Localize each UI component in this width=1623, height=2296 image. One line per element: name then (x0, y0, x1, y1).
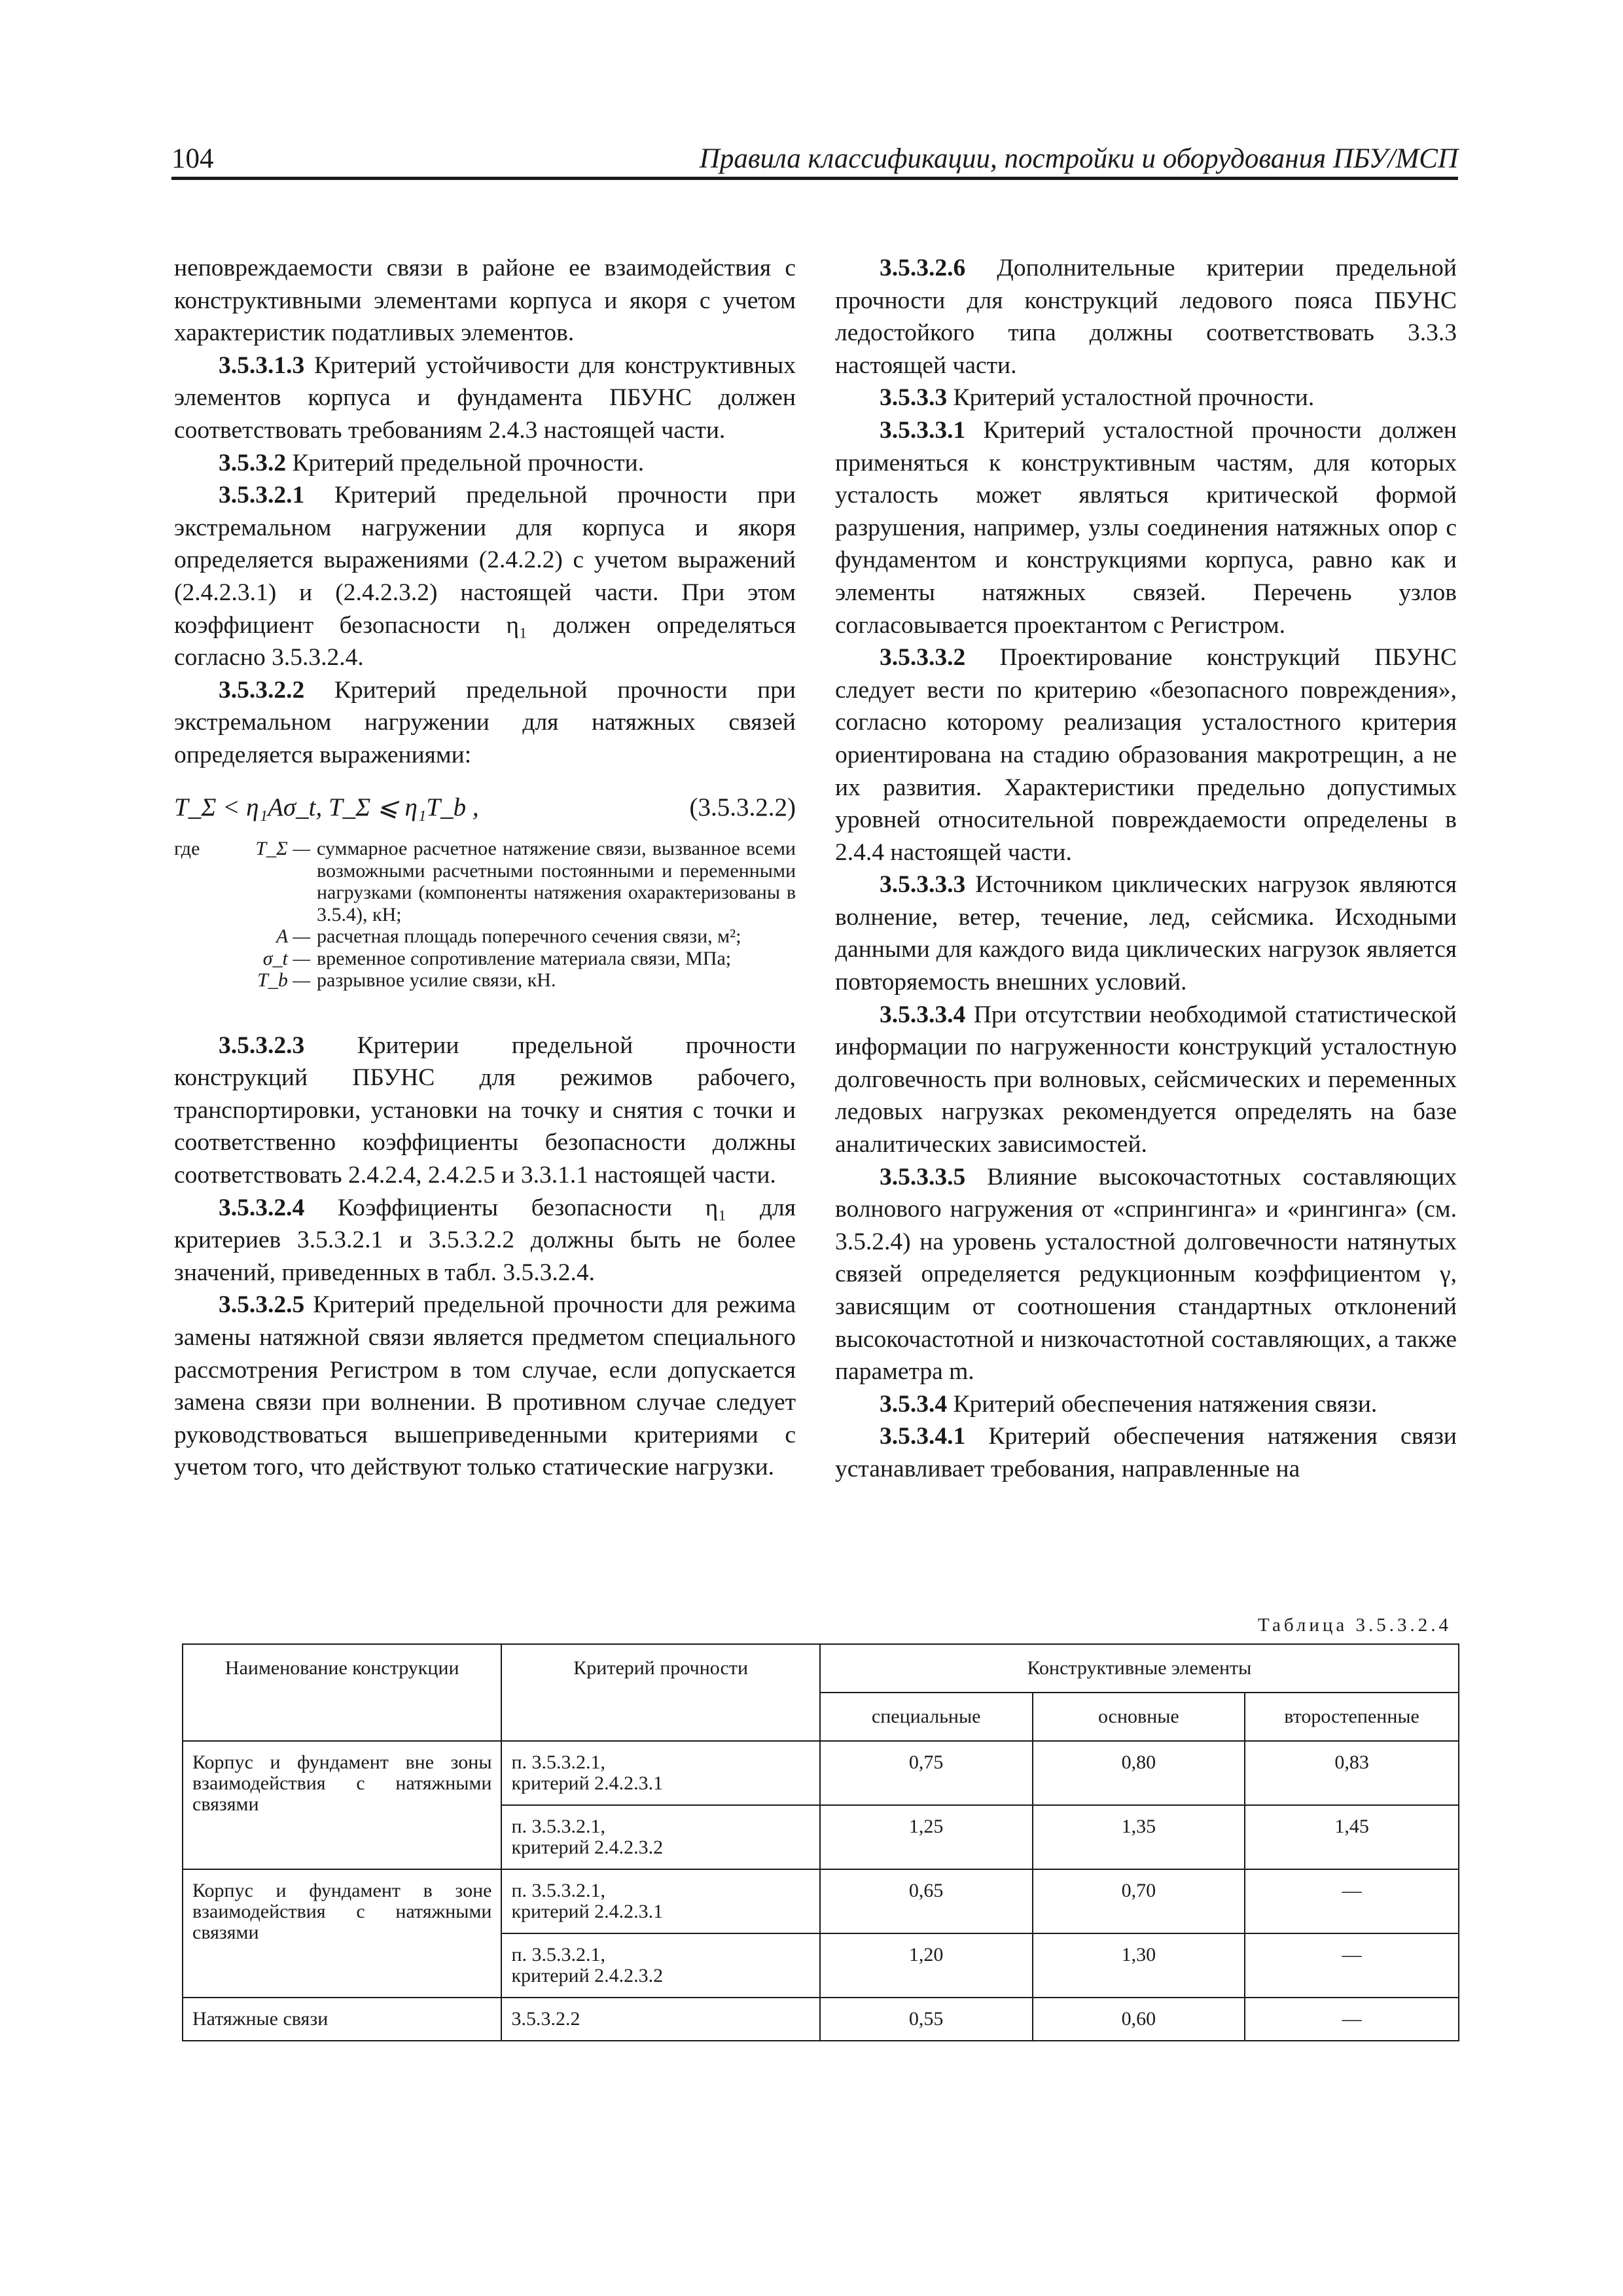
header-structural-elements: Конструктивные элементы (820, 1644, 1459, 1693)
strength-criterion (501, 1741, 819, 1805)
clause-number: 3.5.3.1.3 (219, 351, 305, 379)
strength-criterion (501, 1933, 819, 1998)
header-secondary: второстепенные (1245, 1693, 1459, 1741)
symbol-definition: суммарное расчетное натяжение связи, вызванное всеми возможными расчетными постоянными и переменными нагрузками (компоненты натяжения охарактеризованы в 3.5.4), кН; (317, 838, 796, 925)
value-secondary: — (1245, 1933, 1459, 1998)
value-special: 1,25 (820, 1805, 1033, 1869)
clause-3-5-3-2-2 (174, 674, 796, 772)
table-header-row (183, 1644, 1459, 1693)
clause-number: 3.5.3.2.6 (880, 255, 966, 281)
value-special: 0,55 (820, 1998, 1033, 2041)
clause-text: Коэффициенты безопасности η₁ для критериев 3.5.3.2.1 и 3.5.3.2.2 должны быть не более значений, приведенных в табл. 3.5.3.2.4. (174, 1194, 796, 1286)
criterion-line: критерий 2.4.2.3.2 (511, 1965, 664, 1986)
table-row (183, 1869, 1459, 1933)
clause-text: Критерий усталостной прочности. (947, 384, 1315, 412)
clause-number: 3.5.3.2.4 (219, 1194, 305, 1221)
criterion-line: критерий 2.4.2.3.2 (511, 1837, 664, 1858)
clause-text: Влияние высокочастотных составляющих волнового нагружения от «спрингинга» и «рингинга» (см. 3.5.2.4) на уровень усталостной долговечности натянутых связей определяется редукционным коэффициентом γ, зависящим от соотношения стандартных отклонений высокочастотной и низкочастотной составляющих, а также параметра m. (835, 1163, 1457, 1386)
clause-3-5-3-2-5 (174, 1289, 796, 1484)
right-column (835, 252, 1457, 1486)
clause-3-5-3-3-2 (835, 641, 1457, 869)
header-rule (171, 177, 1458, 180)
criterion-line: п. 3.5.3.2.1, (511, 1944, 606, 1965)
symbol: A — (276, 925, 310, 948)
clause-number: 3.5.3.3.3 (880, 871, 966, 899)
safety-factor-table (182, 1643, 1459, 2041)
clause-text: Проектирование конструкций ПБУНС следует вести по критерию «безопасного повреждения», согласно которому реализация усталостного критерия ориентирована на стадию образования макротрещин, а не их развития. Характеристики предельно допустимых уровней относительной повреждаемости определены в 2.4.4 настоящей части. (835, 644, 1457, 866)
clause-3-5-3-3 (835, 382, 1457, 414)
value-main: 0,60 (1033, 1998, 1245, 2041)
clause-3-5-3-4 (835, 1388, 1457, 1421)
clause-text: Критерий предельной прочности. (286, 449, 645, 476)
left-column (174, 252, 796, 1484)
symbol: σ_t — (262, 947, 310, 969)
strength-criterion (501, 1805, 819, 1869)
where-label: где (174, 838, 200, 860)
clause-number: 3.5.3.3.4 (880, 1001, 966, 1028)
clause-3-5-3-2-1 (174, 479, 796, 674)
clause-number: 3.5.3.4.1 (880, 1423, 966, 1450)
header-structure-name: Наименование конструкции (183, 1644, 501, 1741)
formula-3-5-3-2-2 (174, 791, 796, 824)
value-special: 0,75 (820, 1741, 1033, 1805)
clause-3-5-3-4-1 (835, 1420, 1457, 1485)
value-main: 0,70 (1033, 1869, 1245, 1933)
table-row (183, 1998, 1459, 2041)
strength-criterion (501, 1869, 819, 1933)
clause-text: Критерий предельной прочности при экстремальном нагружении для корпуса и якоря определяется выражениями (2.4.2.2) с учетом выражений (2.4.2.3.1) и (2.4.2.3.2) настоящей части. При этом коэффициент безопасности η₁ должен определяться согласно 3.5.3.2.4. (174, 482, 796, 672)
clause-3-5-3-2 (174, 447, 796, 480)
clause-text: Критерий обеспечения натяжения связи устанавливает требования, направленные на (835, 1423, 1457, 1482)
page-number: 104 (171, 143, 214, 174)
criterion-line: критерий 2.4.2.3.1 (511, 1772, 664, 1794)
criterion-line: п. 3.5.3.2.1, (511, 1880, 606, 1901)
criterion-line: 3.5.3.2.2 (511, 2008, 580, 2030)
structure-name: Натяжные связи (183, 1998, 501, 2041)
clause-3-5-3-2-6 (835, 252, 1457, 382)
table-caption: Таблица 3.5.3.2.4 (1257, 1615, 1452, 1636)
symbol: T_Σ — (255, 838, 310, 860)
header-strength-criterion: Критерий прочности (501, 1644, 819, 1741)
value-special: 0,65 (820, 1869, 1033, 1933)
clause-text: Критерий предельной прочности для режима замены натяжной связи является предметом специального рассмотрения Регистром в том случае, если допускается замена связи при волнении. В противном случае следует руководствоваться вышеприведенными критериями с учетом того, что действуют только статические нагрузки. (174, 1291, 796, 1481)
clause-3-5-3-1-3 (174, 350, 796, 447)
paragraph-continuation: неповреждаемости связи в районе ее взаимодействия с конструктивными элементами корпуса и якоря с учетом характеристик податливых элементов. (174, 255, 796, 347)
running-title: Правила классификации, постройки и оборудования ПБУ/МСП (699, 143, 1458, 174)
structure-name: Корпус и фундамент в зоне взаимодействия с натяжными связями (183, 1869, 501, 1998)
value-main: 1,35 (1033, 1805, 1245, 1869)
symbol: T_b — (257, 969, 310, 992)
table-row (183, 1741, 1459, 1805)
clause-number: 3.5.3.2 (219, 449, 287, 476)
criterion-line: п. 3.5.3.2.1, (511, 1816, 606, 1837)
value-secondary: 1,45 (1245, 1805, 1459, 1869)
clause-number: 3.5.3.3.5 (880, 1163, 966, 1191)
clause-text: Критерий обеспечения натяжения связи. (947, 1390, 1378, 1418)
criterion-line: критерий 2.4.2.3.1 (511, 1901, 664, 1922)
header-main: основные (1033, 1693, 1245, 1741)
value-secondary: — (1245, 1998, 1459, 2041)
clause-3-5-3-2-3 (174, 1030, 796, 1192)
clause-number: 3.5.3.2.1 (219, 482, 305, 509)
formula-number: (3.5.3.2.2) (689, 793, 796, 821)
clause-text: При отсутствии необходимой статистической информации по нагруженности конструкций усталостную долговечность при волновых, сейсмических и переменных ледовых нагрузках рекомендуется определять на базе аналитических зависимостей. (835, 1001, 1457, 1158)
clause-3-5-3-3-4 (835, 999, 1457, 1161)
criterion-line: п. 3.5.3.2.1, (511, 1751, 606, 1773)
clause-3-5-3-3-5 (835, 1161, 1457, 1388)
clause-3-5-3-2-4 (174, 1192, 796, 1289)
clause-text: Источником циклических нагрузок являются волнение, ветер, течение, лед, сейсмика. Исходными данными для каждого вида циклических нагрузок является повторяемость внешних условий. (835, 871, 1457, 996)
structure-name: Корпус и фундамент вне зоны взаимодействия с натяжными связями (183, 1741, 501, 1869)
clause-text: Критерии предельной прочности конструкций ПБУНС для режимов рабочего, транспортировки, установки на точку и снятия с точки и соответственно коэффициенты безопасности должны соответствовать 2.4.2.4, 2.4.2.5 и 3.3.1.1 настоящей части. (174, 1031, 796, 1189)
clause-text: Критерий устойчивости для конструктивных элементов корпуса и фундамента ПБУНС должен соответствовать требованиям 2.4.3 настоящей части. (174, 351, 796, 444)
clause-3-5-3-3-3 (835, 869, 1457, 998)
clause-number: 3.5.3.2.2 (219, 676, 305, 704)
symbol-definition: расчетная площадь поперечного сечения связи, м²; (317, 925, 741, 948)
symbol-definition: временное сопротивление материала связи, МПа; (317, 947, 732, 969)
formula-expression: T_Σ < η₁Aσ_t, T_Σ ⩽ η₁T_b , (174, 793, 479, 821)
header-special: специальные (820, 1693, 1033, 1741)
clause-text: Критерий предельной прочности при экстремальном нагружении для натяжных связей определяется выражениями: (174, 676, 796, 768)
clause-3-5-3-3-1 (835, 414, 1457, 641)
value-main: 0,80 (1033, 1741, 1245, 1805)
value-secondary: — (1245, 1869, 1459, 1933)
clause-number: 3.5.3.2.5 (219, 1291, 305, 1319)
symbol-definitions (174, 838, 796, 992)
clause-number: 3.5.3.4 (880, 1390, 948, 1418)
symbol-definition: разрывное усилие связи, кН. (317, 969, 556, 992)
clause-number: 3.5.3.3 (880, 384, 948, 412)
clause-text: Дополнительные критерии предельной прочности для конструкций ледового пояса ПБУНС ледостойкого типа должны соответствовать 3.3.3 настоящей части. (835, 255, 1457, 379)
strength-criterion (501, 1998, 819, 2041)
value-special: 1,20 (820, 1933, 1033, 1998)
clause-number: 3.5.3.3.1 (880, 416, 966, 444)
value-main: 1,30 (1033, 1933, 1245, 1998)
value-secondary: 0,83 (1245, 1741, 1459, 1805)
clause-number: 3.5.3.3.2 (880, 644, 966, 672)
clause-text: Критерий усталостной прочности должен применяться к конструктивным частям, для которых усталость может являться критической формой разрушения, например, узлы соединения натяжных опор с фундаментом и конструкциями корпуса, равно как и элементы натяжных связей. Перечень узлов согласовывается проектантом с Регистром. (835, 416, 1457, 639)
clause-number: 3.5.3.2.3 (219, 1031, 305, 1059)
